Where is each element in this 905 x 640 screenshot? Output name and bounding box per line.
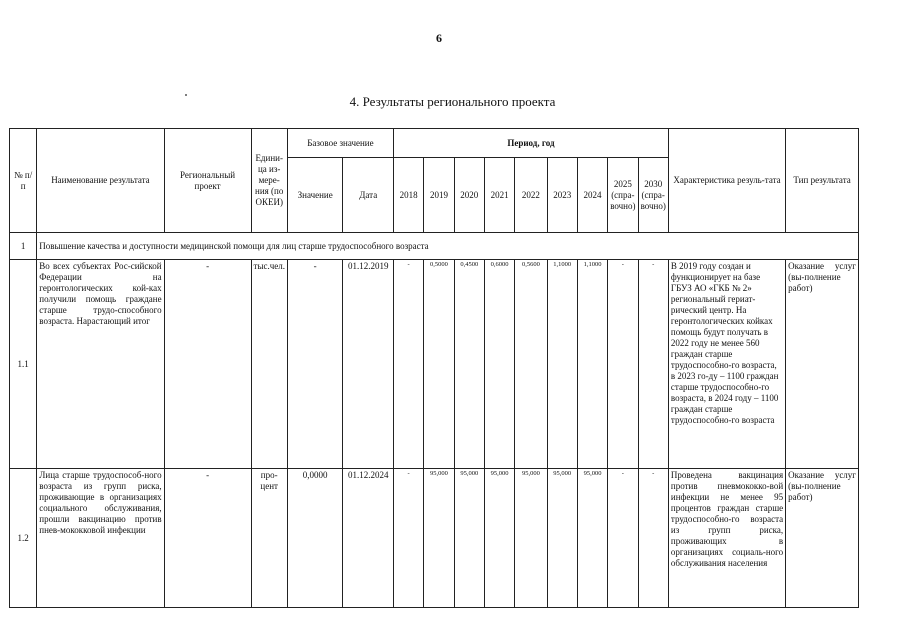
year-value-cell: 95,000 — [454, 469, 484, 608]
col-num-header: № п/п — [10, 129, 37, 233]
row-number: 1.2 — [10, 469, 37, 608]
year-value-cell: 95,000 — [547, 469, 577, 608]
col-type-header: Тип результата — [786, 129, 859, 233]
regional-project-cell: - — [164, 469, 251, 608]
result-type-cell: Оказание услуг (вы-полнение работ) — [786, 260, 859, 469]
year-value-cell: - — [393, 260, 423, 469]
year-value-cell: - — [608, 260, 638, 469]
result-name: Лица старше трудоспособ-ного возраста из групп риска, проживающие в организациях социального обслуживания, прошли вакцинацию против пнев-мококковой инфекции — [37, 469, 164, 608]
base-value-cell: - — [287, 260, 343, 469]
result-name: Во всех субъектах Рос-сийской Федерации на геронтологических кой-ках получили помощь граждане старше трудо-способного возраста. Нарастающий итог — [37, 260, 164, 469]
year-value-cell: 0,5000 — [424, 260, 454, 469]
section-row — [10, 233, 859, 260]
col-value-header: Значение — [287, 158, 343, 233]
page-number: 6 — [436, 31, 442, 45]
result-type-cell: Оказание услуг (вы-полнение работ) — [786, 469, 859, 608]
year-value-cell: 95,000 — [484, 469, 514, 608]
year-header: 2024 — [577, 158, 607, 233]
characteristic-cell: В 2019 году создан и функционирует на базе ГБУЗ АО «ГКБ № 2» региональный гериат-рический центр. На геронтологических койках помощь будут получать в 2022 году не менее 560 граждан старше трудоспособно-го возраста, в 2023 го-ду – 1100 граждан старше трудоспособно-го возраста, в 2024 году – 1100 граждан старше трудоспособно-го возраста — [668, 260, 785, 469]
header-row-1 — [10, 129, 859, 158]
year-value-cell: 0,5600 — [515, 260, 547, 469]
col-project-header: Региональный проект — [164, 129, 251, 233]
year-value-cell: - — [608, 469, 638, 608]
row-number: 1.1 — [10, 260, 37, 469]
col-base-header: Базовое значение — [287, 129, 393, 158]
year-value-cell: - — [393, 469, 423, 608]
year-value-cell: 0,6000 — [484, 260, 514, 469]
characteristic-cell: Проведена вакцинация против пневмококко-вой инфекции не менее 95 процентов граждан старше трудоспособно-го возраста из групп риска, проживающих в организациях социаль-ного обслуживания населения — [668, 469, 785, 608]
unit-cell: про-цент — [251, 469, 287, 608]
base-value-cell: 0,0000 — [287, 469, 343, 608]
base-date-cell: 01.12.2024 — [343, 469, 394, 608]
year-value-cell: 95,000 — [577, 469, 607, 608]
year-value-cell: 1,1000 — [547, 260, 577, 469]
section-title: 4. Результаты регионального проекта — [349, 94, 556, 109]
year-header: 2021 — [484, 158, 514, 233]
col-characteristic-header: Характеристика резуль-тата — [668, 129, 785, 233]
year-header: 2030 (спра-вочно) — [638, 158, 668, 233]
year-header: 2018 — [393, 158, 423, 233]
year-value-cell: 95,000 — [424, 469, 454, 608]
unit-cell: тыс.чел. — [251, 260, 287, 469]
col-period-header: Период, год — [393, 129, 668, 158]
section-number: 1 — [10, 233, 37, 260]
col-unit-header: Едини-ца из-мере-ния (по ОКЕИ) — [251, 129, 287, 233]
year-header: 2025 (спра-вочно) — [608, 158, 638, 233]
col-date-header: Дата — [343, 158, 394, 233]
table-row — [10, 469, 859, 608]
year-header: 2022 — [515, 158, 547, 233]
year-value-cell: 95,000 — [515, 469, 547, 608]
year-header: 2020 — [454, 158, 484, 233]
year-header: 2019 — [424, 158, 454, 233]
year-header: 2023 — [547, 158, 577, 233]
year-value-cell: 0,4500 — [454, 260, 484, 469]
results-table — [9, 128, 859, 608]
table-row — [10, 260, 859, 469]
base-date-cell: 01.12.2019 — [343, 260, 394, 469]
year-value-cell: - — [638, 469, 668, 608]
regional-project-cell: - — [164, 260, 251, 469]
year-value-cell: 1,1000 — [577, 260, 607, 469]
col-name-header: Наименование результата — [37, 129, 164, 233]
section-title-cell: Повышение качества и доступности медицинской помощи для лиц старше трудоспособного возраста — [37, 233, 859, 260]
year-value-cell: - — [638, 260, 668, 469]
